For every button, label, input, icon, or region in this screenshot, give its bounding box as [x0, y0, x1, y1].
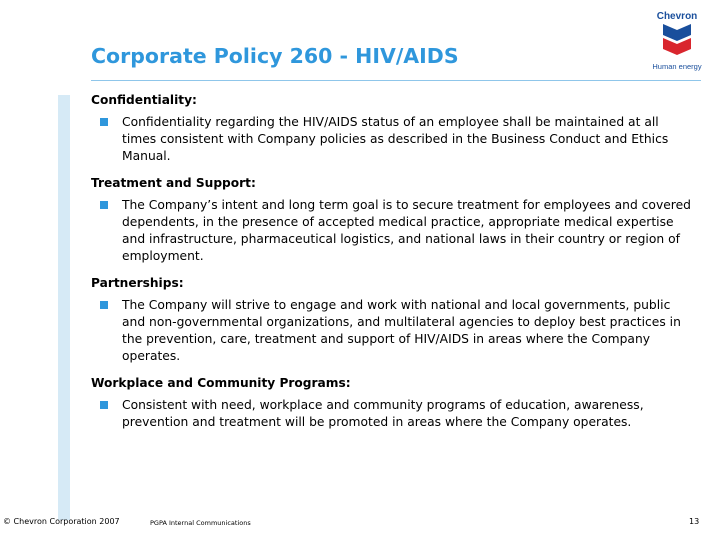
square-bullet-icon: [100, 201, 108, 209]
chevron-logo: [646, 8, 708, 76]
bullet-item: [91, 197, 691, 265]
left-accent-bar: [58, 95, 70, 520]
section-confidentiality: [91, 92, 691, 165]
logo-name: Chevron: [656, 11, 698, 22]
section-heading: Partnerships:: [91, 276, 184, 290]
page-number: 13: [689, 517, 700, 526]
section-heading: Workplace and Community Programs:: [91, 376, 351, 390]
bullet-text: Confidentiality regarding the HIV/AIDS status of an employee shall be maintained at all times consistent with Company policies as described in the Business Conduct and Ethics Manual.: [122, 115, 669, 163]
footer-department: PGPA Internal Communications: [150, 519, 251, 527]
section-partnerships: [91, 275, 691, 365]
bullet-text: The Company will strive to engage and work with national and local governments, public and non-governmental organizations, and multilateral agencies to deploy best practices in the prevention, care, treatment and support of HIV/AIDS in areas where the Company operates.: [122, 298, 681, 363]
section-treatment-support: [91, 175, 691, 265]
page-title: Corporate Policy 260 - HIV/AIDS: [91, 44, 459, 68]
logo-tagline: Human energy: [652, 62, 702, 71]
bullet-item: [91, 114, 691, 165]
bullet-text: The Company’s intent and long term goal is to secure treatment for employees and covered dependents, in the presence of accepted medical practice, appropriate medical expertise and infrastructure, pharmaceutical logistics, and national laws in their country or region of employment.: [122, 198, 691, 263]
bullet-item: [91, 397, 691, 431]
square-bullet-icon: [100, 301, 108, 309]
policy-content: [91, 92, 691, 441]
footer-copyright: © Chevron Corporation 2007: [3, 517, 120, 526]
section-heading: Confidentiality:: [91, 93, 197, 107]
bullet-item: [91, 297, 691, 365]
section-heading: Treatment and Support:: [91, 176, 256, 190]
square-bullet-icon: [100, 118, 108, 126]
bullet-text: Consistent with need, workplace and community programs of education, awareness, prevention and treatment will be promoted in areas where the Company operates.: [122, 398, 644, 429]
title-divider: [91, 80, 701, 81]
section-workplace-community: [91, 375, 691, 431]
square-bullet-icon: [100, 401, 108, 409]
